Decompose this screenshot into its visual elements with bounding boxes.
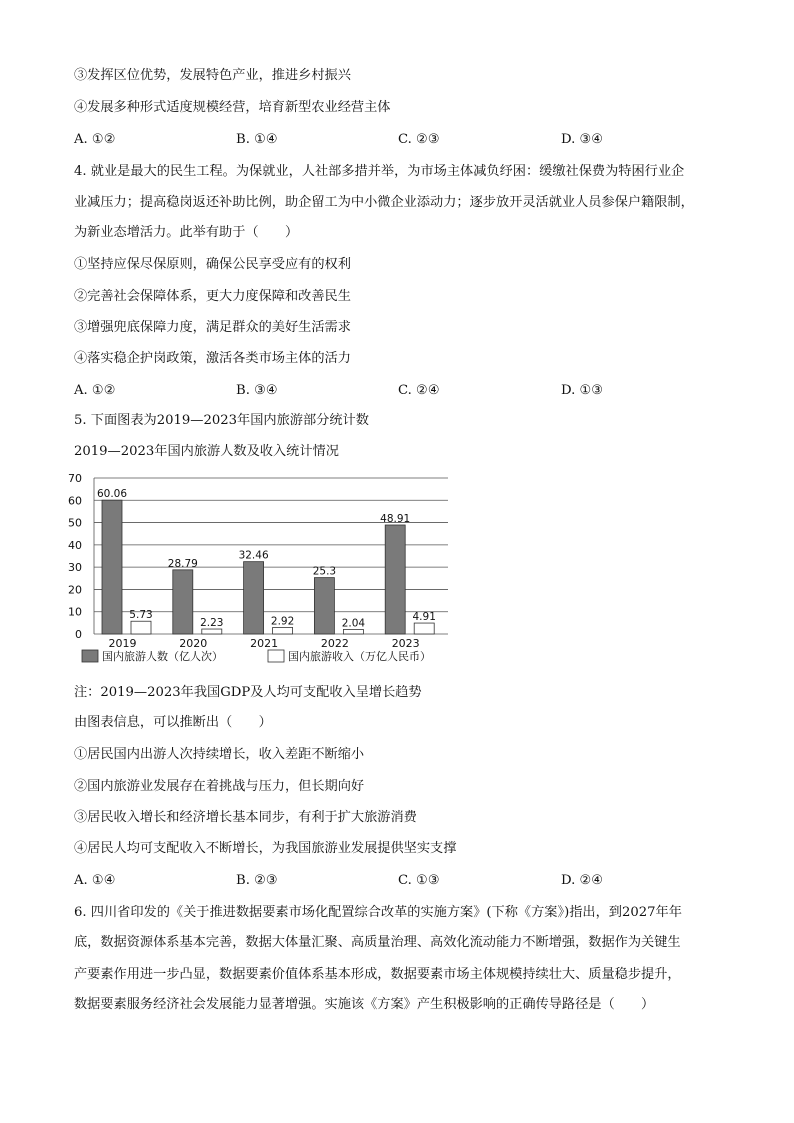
y-tick-label: 50 <box>68 516 82 530</box>
q5-option-d[interactable]: D. ②④ <box>561 873 604 888</box>
bar-visitors <box>173 570 193 634</box>
q5-options <box>74 871 734 891</box>
q4-item-1: ①坚持应保尽保原则，确保公民享受应有的权利 <box>74 257 351 272</box>
data-label: 2.04 <box>341 617 366 630</box>
q3-option-a[interactable]: A. ①② <box>74 132 116 147</box>
bar-visitors <box>385 525 405 634</box>
bar-revenue <box>273 627 293 634</box>
data-label: 2.23 <box>200 617 224 630</box>
bar-visitors <box>102 500 122 634</box>
q3-option-c[interactable]: C. ②③ <box>398 132 440 147</box>
tourism-bar-chart <box>60 468 460 680</box>
q4-item-4: ④落实稳企护岗政策，激活各类市场主体的活力 <box>74 351 351 366</box>
q4-item-2: ②完善社会保障体系，更大力度保障和改善民生 <box>74 289 351 304</box>
y-tick-label: 30 <box>68 561 82 575</box>
q4-stem-line-3: 为新业态增活力。此举有助于（ ） <box>74 225 299 240</box>
q5-item-3: ③居民收入增长和经济增长基本同步，有利于扩大旅游消费 <box>74 810 417 825</box>
q3-option-d[interactable]: D. ③④ <box>561 132 604 147</box>
q4-option-b[interactable]: B. ③④ <box>236 383 278 398</box>
q4-item-3: ③增强兜底保障力度，满足群众的美好生活需求 <box>74 320 351 335</box>
q5-stem: 5. 下面图表为2019—2023年国内旅游部分统计数 <box>74 413 369 428</box>
q4-option-c[interactable]: C. ②④ <box>398 383 440 398</box>
q4-stem-line-2: 业减压力；提高稳岗返还补助比例，助企留工为中小微企业添动力；逐步放开灵活就业人员参保户籍限制， <box>74 195 694 210</box>
y-tick-label: 20 <box>68 583 82 597</box>
q5-item-2: ②国内旅游业发展存在着挑战与压力，但长期向好 <box>74 779 365 794</box>
y-tick-label: 70 <box>68 472 82 485</box>
y-tick-label: 60 <box>68 494 82 508</box>
q3-option-b[interactable]: B. ①④ <box>236 132 278 147</box>
legend-label-visitors: 国内旅游人数（亿人次） <box>102 650 223 663</box>
legend-label-revenue: 国内旅游收入（万亿人民币） <box>288 650 431 663</box>
bar-revenue <box>343 629 363 634</box>
q6-line-2: 底，数据资源体系基本完善，数据大体量汇聚、高质量治理、高效化流动能力不断增强，数据作为关键生 <box>74 935 681 950</box>
q3-item-4: ④发展多种形式适度规模经营，培育新型农业经营主体 <box>74 100 391 115</box>
q4-option-d[interactable]: D. ①③ <box>561 383 604 398</box>
q6-line-3: 产要素作用进一步凸显，数据要素价值体系基本形成，数据要素市场主体规模持续壮大、质量稳步提升， <box>74 967 681 982</box>
q5-option-b[interactable]: B. ②③ <box>236 873 278 888</box>
bar-revenue <box>131 621 151 634</box>
q5-option-a[interactable]: A. ①④ <box>74 873 116 888</box>
bar-visitors <box>244 562 264 634</box>
data-label: 5.73 <box>129 609 153 622</box>
data-label: 4.91 <box>412 611 436 624</box>
q5-option-c[interactable]: C. ①③ <box>398 873 440 888</box>
legend-swatch-visitors <box>82 650 98 662</box>
q5-item-4: ④居民人均可支配收入不断增长，为我国旅游业发展提供坚实支撑 <box>74 841 457 856</box>
q4-options <box>74 381 734 401</box>
q5-question: 由图表信息，可以推断出（ ） <box>74 715 272 730</box>
chart-note: 注：2019—2023年我国GDP及人均可支配收入呈增长趋势 <box>74 685 422 700</box>
q6-line-4: 数据要素服务经济社会发展能力显著增强。实施该《方案》产生积极影响的正确传导路径是（ ） <box>74 997 655 1012</box>
data-label: 25.3 <box>312 565 337 578</box>
bar-visitors <box>314 578 334 634</box>
data-label: 60.06 <box>96 488 128 501</box>
y-tick-label: 10 <box>68 605 82 619</box>
bar-revenue <box>414 623 434 634</box>
x-tick-label: 2021 <box>250 637 279 650</box>
chart-caption: 2019—2023年国内旅游人数及收入统计情况 <box>74 444 339 459</box>
data-label: 2.92 <box>270 615 295 628</box>
x-tick-label: 2023 <box>391 637 420 650</box>
bar-revenue <box>202 629 222 634</box>
y-tick-label: 40 <box>68 538 82 552</box>
y-tick-label: 0 <box>75 628 82 641</box>
x-tick-label: 2020 <box>179 637 208 650</box>
data-label: 28.79 <box>167 557 198 570</box>
data-label: 48.91 <box>380 513 411 526</box>
data-label: 32.46 <box>238 549 269 562</box>
q3-item-3: ③发挥区位优势，发展特色产业，推进乡村振兴 <box>74 68 351 83</box>
q4-stem-line-1: 4. 就业是最大的民生工程。为保就业，人社部多措并举，为市场主体减负纾困：缓缴社保费为特困行业企 <box>74 164 685 179</box>
q4-option-a[interactable]: A. ①② <box>74 383 116 398</box>
x-tick-label: 2019 <box>108 637 137 650</box>
q3-options <box>74 130 734 150</box>
q6-line-1: 6. 四川省印发的《关于推进数据要素市场化配置综合改革的实施方案》(下称《方案》)指出，到2027年年 <box>74 905 682 920</box>
q5-item-1: ①居民国内出游人次持续增长，收入差距不断缩小 <box>74 747 365 762</box>
x-tick-label: 2022 <box>320 637 349 650</box>
legend-swatch-revenue <box>268 650 284 662</box>
